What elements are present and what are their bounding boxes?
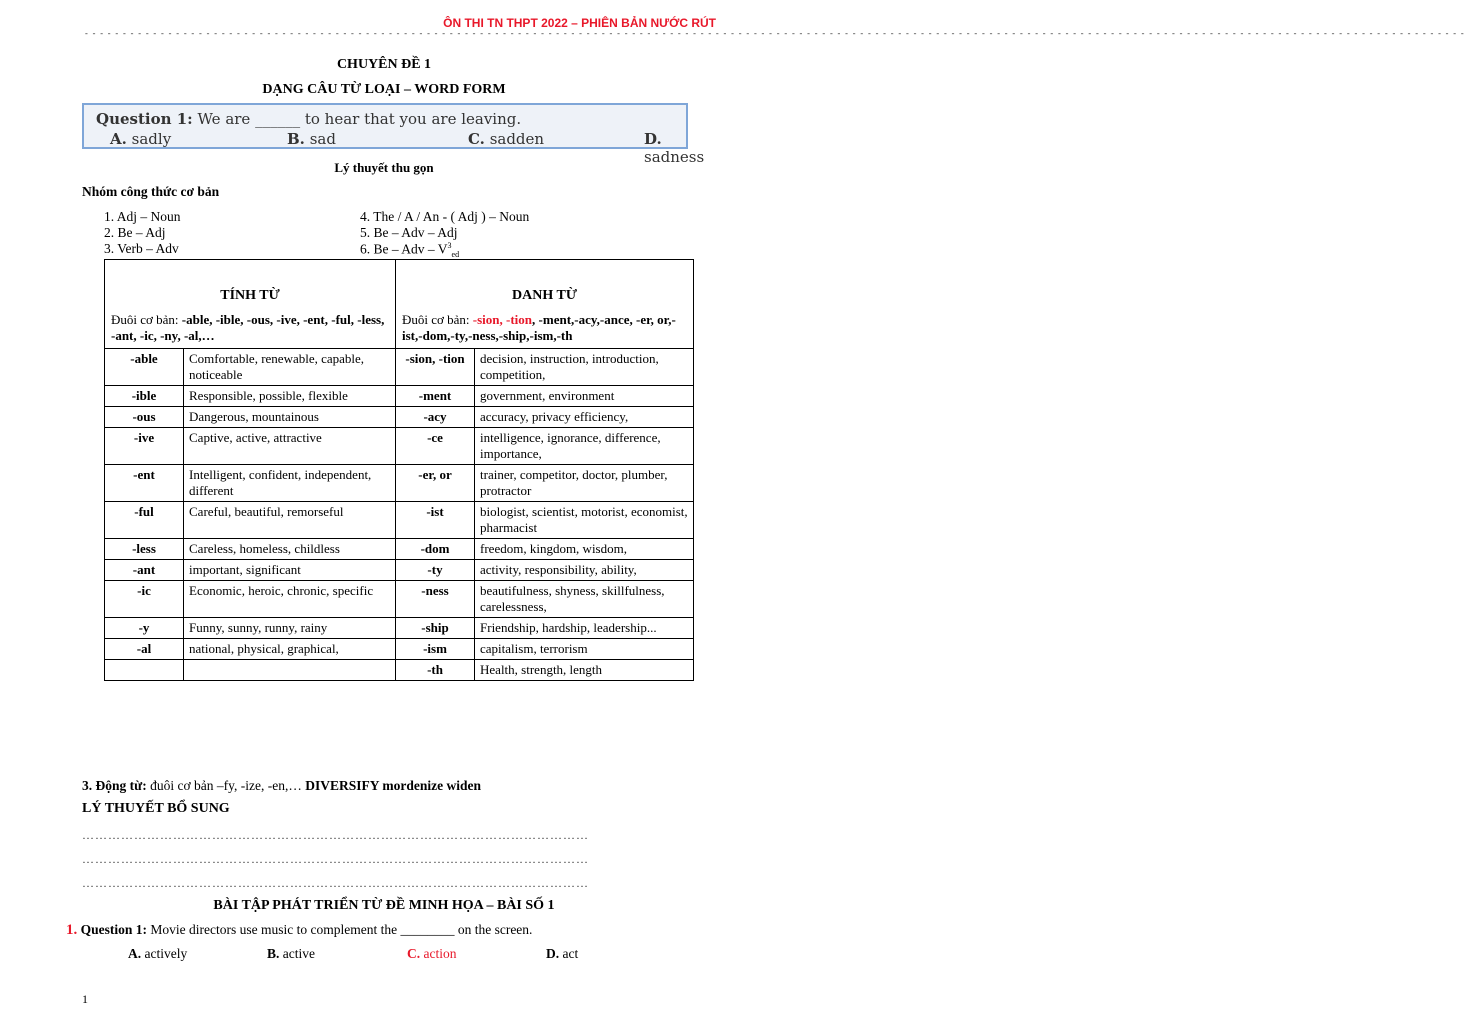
exercise-heading: BÀI TẬP PHÁT TRIỂN TỪ ĐỀ MINH HỌA – BÀI SỐ 1 <box>213 898 555 913</box>
noun-examples: activity, responsibility, ability, <box>475 560 694 581</box>
noun-suffix: -ment <box>396 386 475 407</box>
adj-examples <box>184 660 396 681</box>
sample-question-stem <box>96 110 521 128</box>
dotted-line-1: ……………………………………………………………………………………………………… <box>82 828 589 842</box>
formula-3: 3. Verb – Adv <box>104 241 179 256</box>
table-row <box>105 428 694 465</box>
noun-header: DANH TỪ <box>512 288 577 303</box>
adj-suffix: -ible <box>105 386 184 407</box>
formula-4: 4. The / A / An - ( Adj ) – Noun <box>360 209 530 224</box>
adj-examples: national, physical, graphical, <box>184 639 396 660</box>
noun-suffix: -th <box>396 660 475 681</box>
noun-examples: biologist, scientist, motorist, economist, pharmacist <box>475 502 694 539</box>
table-row <box>105 465 694 502</box>
adj-examples: Responsible, possible, flexible <box>184 386 396 407</box>
verb-line: 3. Động từ: đuôi cơ bản –fy, -ize, -en,… DIVERSIFY mordenize widen <box>82 778 481 793</box>
noun-suffix: -dom <box>396 539 475 560</box>
adj-suffix: -ent <box>105 465 184 502</box>
adj-suffix: -ful <box>105 502 184 539</box>
sample-question-text: We are ______ to hear that you are leaving. <box>197 110 522 128</box>
noun-suffix: -ness <box>396 581 475 618</box>
adj-suffix: -able <box>105 349 184 386</box>
table-row <box>105 386 694 407</box>
table-row <box>105 349 694 386</box>
table-row <box>105 639 694 660</box>
dotted-line-2: ……………………………………………………………………………………………………… <box>82 852 589 866</box>
sample-option-b: B. sad <box>287 130 336 148</box>
noun-examples: capitalism, terrorism <box>475 639 694 660</box>
adj-examples: Careless, homeless, childless <box>184 539 396 560</box>
adj-examples: Economic, heroic, chronic, specific <box>184 581 396 618</box>
chapter-title: CHUYÊN ĐỀ 1 <box>336 57 432 72</box>
table-row <box>105 618 694 639</box>
adj-suffix: -al <box>105 639 184 660</box>
noun-suffix: -ship <box>396 618 475 639</box>
noun-examples: Health, strength, length <box>475 660 694 681</box>
noun-examples: government, environment <box>475 386 694 407</box>
adj-examples: Comfortable, renewable, capable, noticeable <box>184 349 396 386</box>
adj-suffix: -ous <box>105 407 184 428</box>
noun-suffix: -sion, -tion <box>396 349 475 386</box>
formula-6: 6. Be – Adv – $V^3_{ed}$ <box>360 241 460 260</box>
formula-group-heading: Nhóm công thức cơ bản <box>82 184 220 199</box>
noun-suffix: -er, or <box>396 465 475 502</box>
supplement-heading: LÝ THUYẾT BỔ SUNG <box>82 801 230 816</box>
theory-heading: Lý thuyết thu gọn <box>334 160 434 175</box>
word-form-table <box>104 259 694 681</box>
noun-header-cell <box>396 260 694 349</box>
adj-examples: Funny, sunny, runny, rainy <box>184 618 396 639</box>
sample-option-d: D. sadness <box>644 130 705 166</box>
adj-suffix: -ic <box>105 581 184 618</box>
exercise-option-a: A. actively <box>128 946 188 961</box>
exercise-option-c: C. action <box>407 946 457 961</box>
noun-suffix: -acy <box>396 407 475 428</box>
table-row <box>105 560 694 581</box>
chapter-subtitle: DẠNG CÂU TỪ LOẠI – WORD FORM <box>262 82 506 97</box>
adj-suffix: -y <box>105 618 184 639</box>
table-row <box>105 502 694 539</box>
adj-examples: Captive, active, attractive <box>184 428 396 465</box>
table-row <box>105 660 694 681</box>
adj-intro: Đuôi cơ bản: -able, -ible, -ous, -ive, -ent, -ful, -less, -ant, -ic, -ny, -al,… <box>111 312 385 343</box>
page-number: 1 <box>82 992 88 1006</box>
noun-examples: accuracy, privacy efficiency, <box>475 407 694 428</box>
formula-2: 2. Be – Adj <box>104 225 166 240</box>
sample-question-box <box>82 103 705 166</box>
sample-question-label: Question 1: <box>96 110 193 128</box>
noun-suffix: -ty <box>396 560 475 581</box>
header-divider: - - - - - - - - - - - - - - - - - - - - - - - - - - - - - - - - - - - - - - - - - - - - - - - - - - - - - - - - - - - - - - - - - - - - - - - - - - - - - - - - - - - - - - - - - - - - - - - - - - - - - - - - - - - - - - - - - - - - - - - - - - - - - - - - - - - - - - - - - - - - - - - - - - - - - - - - - - - - - - - - - - - - - - - - - - - - - - - - - - - - - - <box>84 30 1464 39</box>
adj-examples: Dangerous, mountainous <box>184 407 396 428</box>
noun-examples: Friendship, hardship, leadership... <box>475 618 694 639</box>
exam-title: ÔN THI TN THPT 2022 – PHIÊN BẢN NƯỚC RÚT <box>443 16 716 30</box>
exercise-option-d: D. act <box>546 946 579 961</box>
adj-header: TÍNH TỪ <box>220 288 280 303</box>
exercise-option-b: B. active <box>267 946 315 961</box>
noun-intro: Đuôi cơ bản: -sion, -tion, -ment,-acy,-ance, -er, or,-ist,-dom,-ty,-ness,-ship,-ism,-th <box>402 312 676 343</box>
sample-option-c: C. sadden <box>468 130 545 148</box>
noun-examples: decision, instruction, introduction, competition, <box>475 349 694 386</box>
table-row <box>105 539 694 560</box>
adj-suffix: -ive <box>105 428 184 465</box>
adj-header-cell <box>105 260 396 349</box>
noun-examples: intelligence, ignorance, difference, importance, <box>475 428 694 465</box>
adj-suffix: -less <box>105 539 184 560</box>
adj-suffix <box>105 660 184 681</box>
table-row <box>105 407 694 428</box>
sample-option-a: A. sadly <box>110 130 172 148</box>
adj-examples: important, significant <box>184 560 396 581</box>
dotted-line-3: ……………………………………………………………………………………………………… <box>82 876 589 890</box>
noun-suffix: -ce <box>396 428 475 465</box>
adj-examples: Careful, beautiful, remorseful <box>184 502 396 539</box>
adj-suffix: -ant <box>105 560 184 581</box>
noun-examples: beautifulness, shyness, skillfulness, carelessness, <box>475 581 694 618</box>
formula-1: 1. Adj – Noun <box>104 209 181 224</box>
noun-suffix: -ist <box>396 502 475 539</box>
noun-examples: trainer, competitor, doctor, plumber, protractor <box>475 465 694 502</box>
formula-5: 5. Be – Adv – Adj <box>360 225 458 240</box>
exercise-question: 1. Question 1: Movie directors use music to complement the ________ on the screen. <box>66 922 533 938</box>
table-header-row <box>105 260 694 349</box>
noun-examples: freedom, kingdom, wisdom, <box>475 539 694 560</box>
adj-examples: Intelligent, confident, independent, different <box>184 465 396 502</box>
table-row <box>105 581 694 618</box>
noun-suffix: -ism <box>396 639 475 660</box>
